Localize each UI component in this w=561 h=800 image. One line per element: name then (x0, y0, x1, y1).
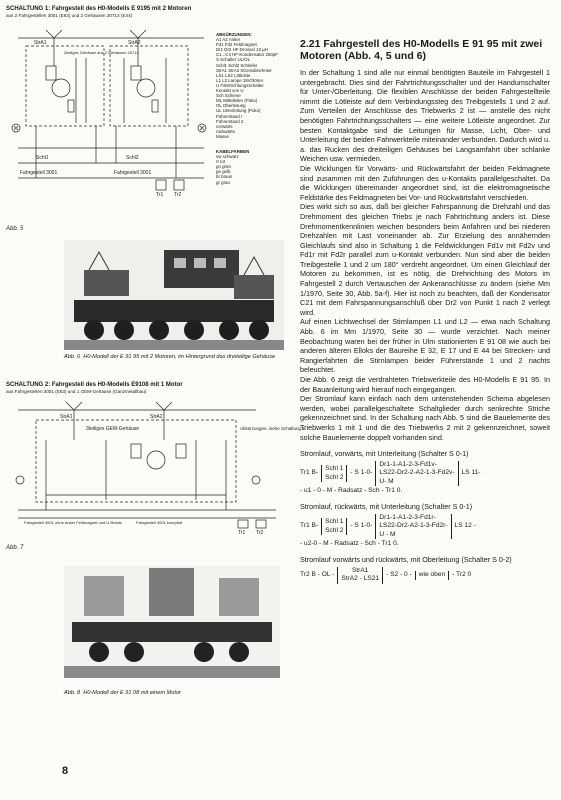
figure-1-label: Abb. 5 (6, 226, 24, 232)
abbreviation-item: Schl1 Schl2 Schleifer (216, 62, 258, 68)
flow-3-title: Stromlauf vorwärts und rückwärts, mit Oberleitung (Schalter S 0-2) (300, 555, 512, 565)
label-stra2: StrA2 (128, 40, 141, 46)
abbreviation-item: C1...C4 HF-Kondensator 250pF (216, 52, 278, 58)
flow-3-par1-1: StrA2 - LS21 (341, 575, 380, 583)
abbreviation-item: L1 L2 Lampe 19V/30mA (216, 77, 264, 83)
photo-2-text: H0-Modell der E 91 08 mit einem Motor (83, 690, 181, 696)
flow-3-end: - Tr2 0 (452, 571, 472, 579)
label-tr2: Tr2 (174, 192, 182, 198)
flow-1-par2-1: LS22-Dr2-2-A2-1-3-Fd2v- (379, 469, 455, 477)
article-paragraph-6: Der Stromlauf kann einfach nach dem untenstehenden Schema abgelesen werden, wobei parallelgeschaltete Schaltglieder durch senkrechte Striche gekennzeichnet sind. In der Schaltung nach Abb. 5 sind die Bauelemente des Triebwerks 1 mit 1 und die des Triebwerks 2 mit 2 gekennzeichnet, soweit solche Bauelemente doppelt vorhanden sind. (300, 394, 550, 442)
label-schl1: Schl1 (36, 155, 49, 161)
photo-1-text: H0-Modell der E 91 95 mit 2 Motoren, im Hintergrund das dreiteilige Gehäuse (83, 354, 276, 360)
article-heading: 2.21 Fahrgestell des H0-Modells E 91 95 mit zwei Motoren (Abb. 4, 5 und 6) (300, 38, 543, 62)
abbreviations-list (216, 32, 290, 185)
article-column (300, 38, 550, 584)
label2-stra1: StrA1 (60, 414, 73, 420)
locomotive-image (64, 240, 284, 350)
flow-2-parallel-b (375, 514, 451, 540)
figure-2-title: SCHALTUNG 2: Fahrgestell des H0-Modells E9108 mit 1 Motor (6, 382, 183, 388)
abbreviation-item: vorwärts (216, 123, 233, 129)
label2-note: Abkürzungen, siehe Schaltung 1 (240, 426, 305, 431)
cable-colors-title: KABELFARBEN (216, 148, 250, 154)
flow-1-parallel-a (321, 465, 347, 482)
label2-tr2: Tr2 (256, 530, 264, 536)
abbreviations-title: ABKÜRZUNGEN: (216, 32, 252, 37)
flow-1-par1-1: Schl 2 (325, 473, 344, 481)
label-schl2: Schl2 (126, 155, 139, 161)
cable-color-item: sw schwarz (216, 154, 239, 160)
article-paragraph-3: Dies wirkt sich so aus, daß bei gleicher Fahrspannung die Drehzahl und das Drehmoment des gleichen Triebs je nach Fahrtrichtung anders ist. Diese Drehmomentkennlinien weichen besonders beim Anfahren und bei niederen Drehzahlen mit Last voneinander ab. Zur Erzielung des annähernden Gleichlaufs sind also in Schaltung 1 die Feldwicklungen Fd1v mit Fd2v und Fd1r mit Fd2r parallel zum u-Kontakt verbunden. Nun sind aber die beiden Treibgestelle 1 und 2 um 180° verdreht angeordnet. Um einen Gleichlauf der Motoren zu bekommen, ist es nötig, die Drehrichtung des Motors im Fahrgestell 2 durch Vertauschen der Ankeranschlüsse zu ändern (siehe Mm 1/1970, Seite 30, Abb. 5a-f). Hier ist noch zu beachten, daß der Kondensator C21 mit dem Fahrspannungsanschluß über Dr2 von Punkt 1 nach 2 verlegt wird. (300, 202, 550, 317)
label2-gehaeuse: 3teiliges GEM-Gehäuse (86, 426, 140, 432)
label2-stra2: StrA2 (150, 414, 163, 420)
cable-color-item: gr grau (216, 179, 230, 185)
abbreviation-item: rückwärts (216, 128, 235, 134)
article-paragraph-5: Die Abb. 6 zeigt die verdrahteten Triebwerkteile des H0-Modells E 91 95. In der Bauanleitung wird hierauf noch eingegangen. (300, 375, 550, 394)
article-paragraph-1: In der Schaltung 1 sind alle nur einmal benötigten Bauteile im Fahrgestell 1 untergebracht. Dies sind der Fahrtrichtungsschalter und der Handumschalter für Unter-/Oberleitung. Die flexiblen Anschlüsse der beiden Fahrgestellteile nimmt die Lötleiste auf dem Verbindungssteg des Treibgestells 1 und 2 auf. Zum Verteilen der Anschlüsse des Triebwerks 2 ist — anstelle des nicht benötigten Fahrtrichtungsschalters — eine weitere Lötleiste angeordnet. Zur besten Kontaktgabe sind die Leitungen für Masse, Licht, Ober- und Unterleitung der beiden Fahrwerkteile miteinander verbunden. Dadurch wird u. a. das Rucken des dreiteiligen Gehäuses bei Langsamfahrt über schlanke Weichen usw. vermieden. (300, 68, 550, 164)
flow-1-tail: - u1 - 0 - M - Radsatz - Sch - Tr1 0. (300, 487, 403, 495)
flow-1-start: Tr1 B- (300, 469, 319, 477)
label-gehaeuse: 2teiliges Gehäuse aus 2 Gehäusen 20714 (64, 50, 139, 55)
abbreviation-item: Führerstand 2 (216, 118, 244, 124)
schematic-2 (6, 400, 305, 536)
photo-1-caption (64, 354, 284, 361)
cable-color-item: ge gelb (216, 169, 231, 175)
flow-2-parallel-a (321, 518, 347, 535)
figure-1-caption (6, 6, 206, 19)
abbreviation-item: U Fahrtrichtungsschalter (216, 82, 264, 88)
flow-2-par1-1: Schl 2 (325, 526, 344, 534)
figure-2-label: Abb. 7 (6, 545, 24, 551)
label2-tr1: Tr1 (238, 530, 246, 536)
flow-1-par1-0: Schl 1 (325, 465, 344, 472)
label2-fahrgestell-2: Fahrgestell 3001 komplett (136, 520, 183, 525)
flow-2-par2-0: Dr1-1-A1-2-3-Fd1r- (379, 513, 436, 521)
figure-1-title: SCHALTUNG 1: Fahrgestell des H0-Modells E 9195 mit 2 Motoren (6, 6, 192, 12)
locomotive-parts-image (64, 566, 280, 678)
abbreviation-item: S Schalter UL/OL (216, 57, 251, 63)
flow-3-start: Tr2 B - OL - (300, 571, 335, 579)
label-fahrgestell-2: Fahrgestell 3001 (114, 170, 152, 176)
flow-1-end: LS 11- (461, 469, 481, 477)
flow-3-par1-0: StrA1 (351, 566, 369, 574)
figure-2-subtitle: aus Fahrgestellen 3001 (E63) und 1 GEM-Gehäuse (Ganzmetallbau) (6, 389, 147, 394)
figure-1-subtitle: aus 2 Fahrgestellen 3001 (E63) und 2 Gehäusen 20714 (E44) (6, 13, 133, 18)
figure-2-caption (6, 382, 246, 395)
flow-3 (300, 567, 550, 584)
abbreviation-item: A1 A2 Anker (216, 37, 241, 43)
abbreviation-item: Führerstand I (216, 113, 243, 119)
cable-color-item: br braun (216, 174, 233, 180)
abbreviation-item: Kontakt von U (216, 88, 244, 94)
page-number: 8 (62, 765, 69, 777)
flow-1-par2-0: Dr1-1-A1-2-3-Fd1v- (379, 460, 437, 468)
flow-2-par1-0: Schl 1 (325, 518, 344, 526)
abbreviation-item: Dr1 Dr2 HF-Drossel 13 µH (216, 47, 268, 53)
abbreviation-item: LS1 LS2 Lötleiste (216, 72, 251, 78)
flow-2-par2-2: U - M (379, 530, 396, 538)
label-tr1: Tr1 (156, 192, 164, 198)
abbreviation-item: StrA1 StrA2 Stromabnehmer (216, 67, 272, 73)
flow-1-mid: - S 1-0- (350, 469, 373, 477)
flow-1-title: Stromlauf, vorwärts, mit Unterleitung (Schalter S 0-1) (300, 449, 469, 459)
flow-2-tail: - u2-0 - M - Radsatz - Sch - Tr1 0. (300, 540, 399, 548)
flow-3-box: wie oben (415, 571, 449, 580)
flow-2 (300, 514, 550, 540)
label-stra1: StrA1 (34, 40, 47, 46)
photo-2-label: Abb. 8 (64, 690, 81, 696)
cable-color-item: gn grün (216, 164, 231, 170)
photo-1-label: Abb. 6 (64, 354, 81, 360)
flow-2-start: Tr1 B- (300, 522, 319, 530)
schematic-1 (6, 28, 216, 198)
abbreviation-item: Fd1 Fd2 Feldmagnet (216, 42, 257, 48)
flow-2-title: Stromlauf, rückwärts, mit Unterleitung (Schalter S 0-1) (300, 502, 473, 512)
abbreviation-item: UL Unterleitung (Puko) (216, 108, 261, 114)
abbreviation-item: Masse (216, 133, 229, 139)
photo-2-caption (64, 690, 280, 697)
article-paragraph-2: Die Wicklungen für Vorwärts- und Rückwärtsfahrt der beiden Feldmagnete sind zusammen mit den Zuführungen des u-Kontakts parallelgeschaltet. Da die Wicklungen übereinander angeordnet sind, ist die elektromagnetische Feldstärke des Feldmagneten bei Vor- und Rückwärtsfahrt verschieden. (300, 163, 550, 202)
abbreviation-item: ML Mittelleiter (Puko) (216, 98, 258, 104)
article-paragraph-4: Auf einen Lichtwechsel der Stirnlampen L1 und L2 — etwa nach Schaltung Abb. 6 im Mm 1/1970, Seite 30 — wurde verzichtet. Nach meiner Beobachtung waren bei der früher in Ulm stationierten E 91 08 wie auch bei anderen älteren Elloks der Baureihe E 32, E 17 und E 44 bei Strecken- und Rangierfahrten die Stirnlampen beider Führerstände 1 und 2 nachts beleuchtet. (300, 317, 550, 375)
photo-locomotive-one-motor (64, 566, 280, 678)
photo-locomotive-two-motors (64, 240, 284, 350)
flow-1-parallel-b (375, 461, 458, 487)
abbreviation-item: OL Oberleitung (216, 103, 246, 109)
abbreviation-item: Sch Schiene (216, 93, 241, 99)
flow-3-mid: - S2 - 0 - (386, 571, 412, 579)
flow-2-mid: - S 1-0- (350, 522, 373, 530)
flow-1 (300, 461, 550, 487)
flow-2-par2-1: LS22-Dr2-A2-1-3-Fd2r- (379, 522, 448, 530)
flow-1-par2-2: U- M (379, 477, 394, 485)
label2-fahrgestell-1: Fahrgestell 3001 ohne Anker Feldmagnet und U-Relais (24, 520, 122, 525)
flow-3-parallel-a (337, 567, 383, 584)
label-fahrgestell-1: Fahrgestell 3001 (20, 170, 58, 176)
flow-2-end: LS 12 - (454, 522, 476, 530)
cable-color-item: rt rot (216, 159, 226, 165)
